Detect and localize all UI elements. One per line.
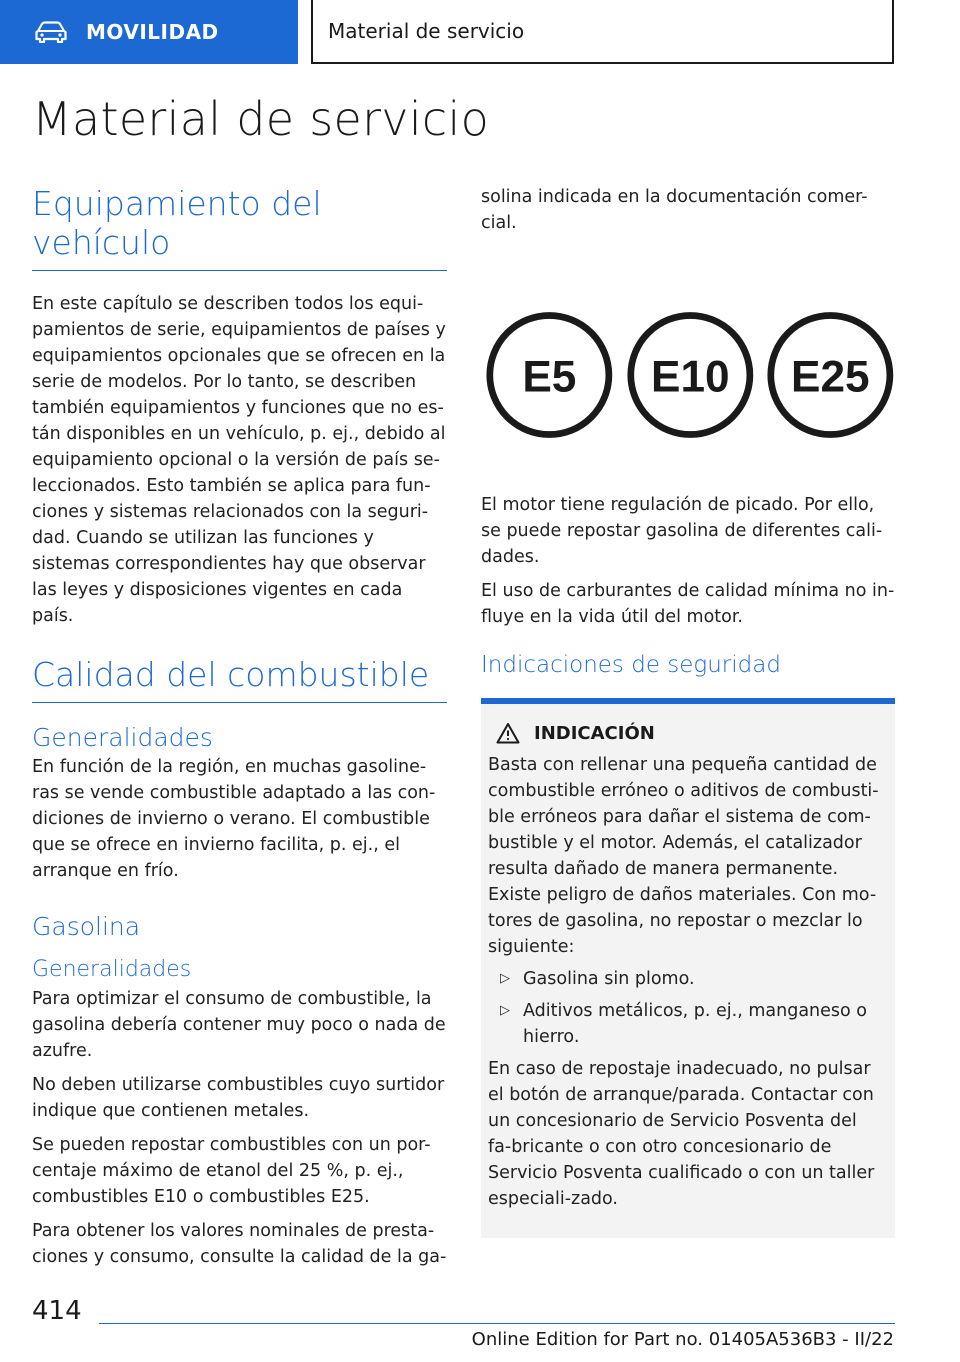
general-text: En función de la región, en muchas gasoline-ras se vende combustible adaptado a las con-diciones de invierno o verano. El combustible que se ofrece en invierno facilita, p. ej., el arranque en frío. [32,757,436,881]
section-label: MOVILIDAD [86,20,219,44]
notice-text: En caso de repostaje inadecuado, no pulsar el botón de arranque/parada. Contactar con un concesionario de Servicio Posventa del fa-bricante o con otro concesionario de Servicio Posventa cualificado o con un taller especiali-zado. [488,1059,875,1209]
notice-title: INDICACIÓN [534,722,655,744]
notice-box [481,698,895,1238]
notice-header [496,722,885,744]
footer-divider [99,1323,895,1324]
fuel-badge-e5 [485,308,614,442]
gasoline-general-heading: Generalidades [32,957,192,982]
engine-text: El uso de carburantes de calidad mínima no in-fluye en la vida útil del motor. [481,581,895,627]
notice-text: Basta con rellenar una pequeña cantidad de combustible erróneo o aditivos de combusti-ble erróneos para dañar el sistema de com-bustible y el motor. Además, el catalizador resulta dañado de manera permanente. [488,755,879,879]
fuel-badge-e10 [626,308,755,442]
warning-icon [496,722,520,744]
gasoline-paragraph: Para optimizar el consumo de combustible, la gasolina debería contener muy poco o nada de azufre. [32,989,446,1061]
gasoline-heading: Gasolina [32,912,141,941]
car-icon [34,21,68,43]
gasoline-paragraph: Para obtener los valores nominales de presta-ciones y consumo, consulte la calidad de la ga- [32,1221,447,1267]
badge-label: E10 [650,352,730,402]
engine-text: El motor tiene regulación de picado. Por ello, se puede repostar gasolina de diferentes cali-dades. [481,495,883,567]
safety-heading: Indicaciones de seguridad [481,652,781,678]
page-title: Material de servicio [32,92,490,146]
notice-list [488,966,885,1050]
triangle-bullet-icon: ▷ [500,1003,510,1018]
general-heading: Generalidades [32,723,213,752]
fuel-quality-heading: Calidad del combustible [32,655,447,703]
right-column [481,184,895,1238]
left-column [32,184,447,1270]
list-item [488,966,885,992]
list-item-text: Gasolina sin plomo. [523,969,695,989]
page-number: 414 [32,1296,82,1326]
triangle-bullet-icon: ▷ [500,971,510,986]
fuel-badge-e25 [766,308,895,442]
equipment-heading: Equipamiento del vehículo [32,184,447,271]
gasoline-paragraph: No deben utilizarse combustibles cuyo surtidor indique que contienen metales. [32,1075,445,1121]
notice-text: Existe peligro de daños materiales. Con mo-tores de gasolina, no repostar o mezclar lo siguiente: [488,885,877,957]
section-tab[interactable] [0,0,298,64]
list-item [488,998,885,1050]
gasoline-paragraph: Se pueden repostar combustibles con un por-centaje máximo de etanol del 25 %, p. ej., combustibles E10 o combustibles E25. [32,1135,431,1207]
ethanol-badges [485,308,895,442]
chapter-title: Material de servicio [311,0,894,64]
list-item-text: Aditivos metálicos, p. ej., manganeso o hierro. [523,1001,867,1047]
badge-label: E5 [522,352,577,402]
badge-label: E25 [791,352,870,402]
continued-text: solina indicada en la documentación comer-cial. [481,187,868,233]
equipment-text: En este capítulo se describen todos los equi-pamientos de serie, equipamientos de países y equipamientos opcionales que se ofrecen en la serie de modelos. Por lo tanto, se describen también equipamientos y funciones que no es-tán disponibles en un vehículo, p. ej., debido al equipamiento opcional o la versión de país se-leccionados. Esto también se aplica para fun-ciones y sistemas relacionados con la seguri-dad. Cuando se utilizan las funciones y sistemas correspondientes hay que observar las leyes y disposiciones vigentes en cada país. [32,294,446,626]
edition-footer: Online Edition for Part no. 01405A536B3 - II/22 [471,1329,894,1350]
